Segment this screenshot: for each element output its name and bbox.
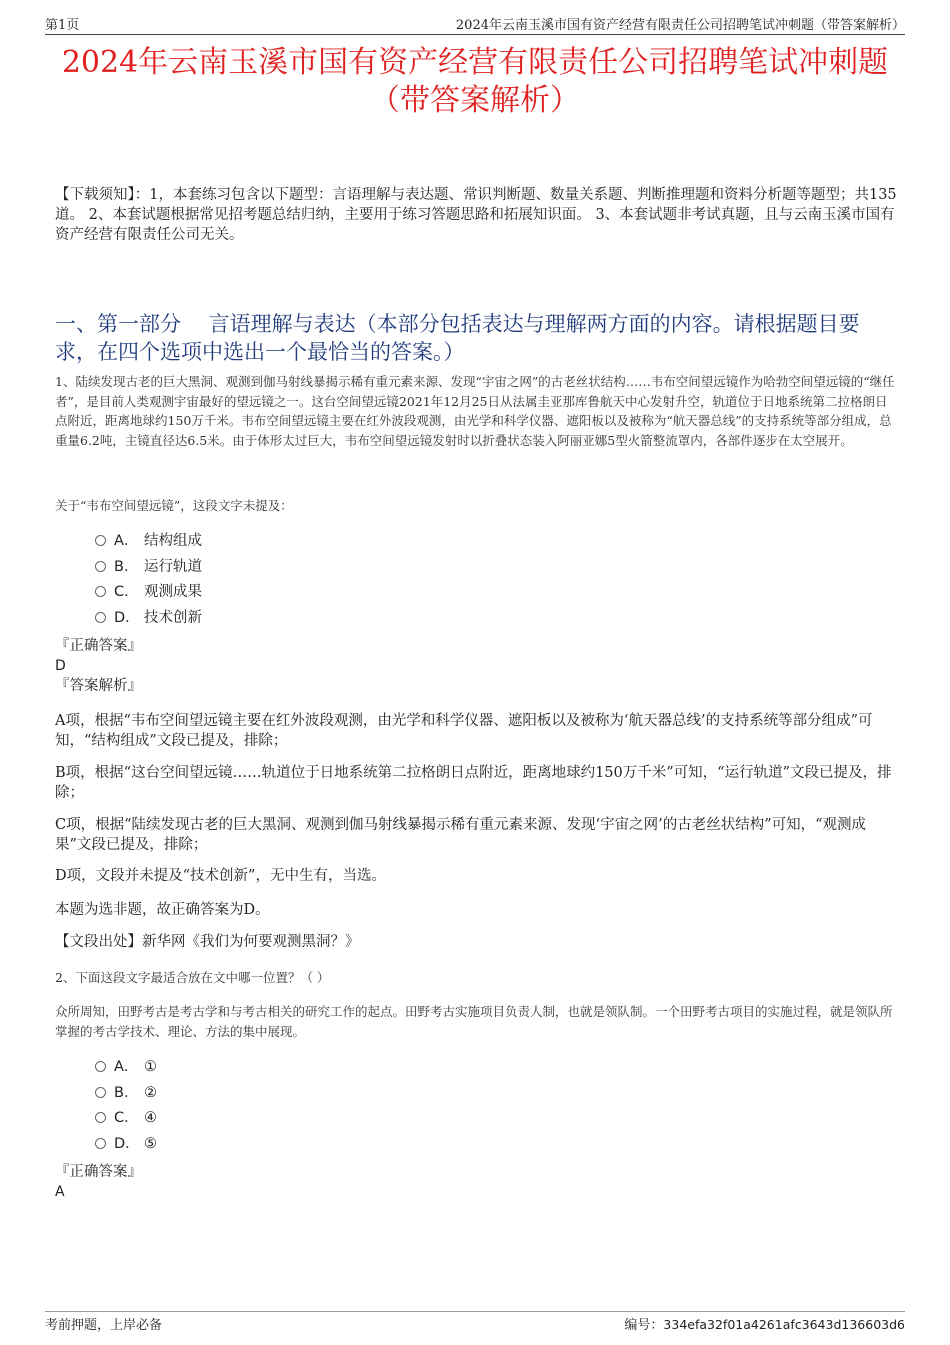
footer-slogan: 考前押题，上岸必备 bbox=[45, 1318, 163, 1333]
radio-icon[interactable] bbox=[95, 561, 106, 572]
q2-option-a[interactable]: A． ① bbox=[95, 1055, 157, 1081]
q2-options bbox=[95, 1055, 157, 1158]
footer-code-label: 编号： bbox=[624, 1318, 664, 1333]
title-line-1: 2024年云南玉溪市国有资产经营有限责任公司招聘笔试冲刺题 bbox=[61, 45, 889, 80]
analysis-conclusion: 本题为选非题，故正确答案为D。 bbox=[55, 902, 270, 918]
q2-passage: 众所周知，田野考古是考古学和与考古相关的研究工作的起点。田野考古实施项目负责人制，也就是领队制。一个田野考古项目的实施过程，就是领队所掌握的考古学技术、理论、方法的集中展现。 bbox=[55, 1004, 893, 1039]
q2-option-d[interactable]: D． ⑤ bbox=[95, 1132, 157, 1158]
q1-passage: 1、陆续发现古老的巨大黑洞、观测到伽马射线暴揭示稀有重元素来源、发现“宇宙之网”的古老丝状结构……韦布空间望远镜作为哈勃空间望远镜的“继任者”，是目前人类观测宇宙最好的望远镜之一。这台空间望远镜2021年12月25日从法属圭亚那库鲁航天中心发射升空，轨道位于日地系统第二拉格朗日点附近，距离地球约150万千米。韦布空间望远镜主要在红外波段观测，由光学和科学仪器、遮阳板以及被称为“航天器总线”的支持系统等部分组成，总重量6.2吨，主镜直径达6.5米。由于体形太过巨大，韦布空间望远镜发射时以折叠状态装入阿丽亚娜5型火箭整流罩内，各部件逐步在太空展开。 bbox=[55, 374, 895, 448]
answer-value: A bbox=[55, 1184, 65, 1200]
download-notice: 【下载须知】：1，本套练习包含以下题型：言语理解与表达题、常识判断题、数量关系题、判断推理题和资料分析题等题型；共135道。 2、本套试题根据常见招考题总结归纳，主要用于练习答题思路和拓展知识面。 3、本套试题非考试真题，且与云南玉溪市国有资产经营有限责任公司无关。 bbox=[55, 187, 897, 243]
analysis-label: 『答案解析』 bbox=[55, 678, 142, 694]
analysis-source: 【文段出处】新华网《我们为何要观测黑洞？》 bbox=[55, 934, 360, 950]
answer-label: 『正确答案』 bbox=[55, 1164, 142, 1180]
q2-option-b[interactable]: B． ② bbox=[95, 1081, 157, 1107]
radio-icon[interactable] bbox=[95, 586, 106, 597]
q1-option-a[interactable]: A． 结构组成 bbox=[95, 529, 202, 555]
page-number: 第1页 bbox=[45, 18, 80, 33]
radio-icon[interactable] bbox=[95, 1138, 106, 1149]
answer-value: D bbox=[55, 658, 66, 674]
analysis-c: C项，根据“陆续发现古老的巨大黑洞、观测到伽马射线暴揭示稀有重元素来源、发现‘宇宙之网’的古老丝状结构”可知，“观测成果”文段已提及，排除； bbox=[55, 817, 867, 853]
q1-option-b[interactable]: B． 运行轨道 bbox=[95, 555, 202, 581]
header-doc-title: 2024年云南玉溪市国有资产经营有限责任公司招聘笔试冲刺题（带答案解析） bbox=[455, 18, 905, 33]
radio-icon[interactable] bbox=[95, 612, 106, 623]
q1-option-c[interactable]: C． 观测成果 bbox=[95, 580, 202, 606]
footer-code bbox=[624, 1314, 905, 1333]
q2-option-c[interactable]: C． ④ bbox=[95, 1106, 157, 1132]
footer-divider bbox=[45, 1311, 905, 1312]
radio-icon[interactable] bbox=[95, 1061, 106, 1072]
analysis-a: A项，根据“韦布空间望远镜主要在红外波段观测，由光学和科学仪器、遮阳板以及被称为‘航天器总线’的支持系统等部分组成”可知，“结构组成”文段已提及，排除； bbox=[55, 713, 873, 749]
q1-options bbox=[95, 529, 202, 632]
q1-question: 关于“韦布空间望远镜”，这段文字未提及： bbox=[55, 498, 293, 513]
section-title: 一、第一部分 言语理解与表达（本部分包括表达与理解两方面的内容。请根据题目要求，在四个选项中选出一个最恰当的答案。） bbox=[55, 312, 860, 364]
answer-label: 『正确答案』 bbox=[55, 638, 142, 654]
q1-answer-block bbox=[55, 636, 900, 696]
page-header bbox=[45, 14, 905, 35]
radio-icon[interactable] bbox=[95, 535, 106, 546]
title-line-2: （带答案解析） bbox=[370, 83, 580, 118]
radio-icon[interactable] bbox=[95, 1112, 106, 1123]
analysis-b: B项，根据“这台空间望远镜……轨道位于日地系统第二拉格朗日点附近，距离地球约150万千米”可知，“运行轨道”文段已提及，排除； bbox=[55, 765, 892, 801]
radio-icon[interactable] bbox=[95, 1087, 106, 1098]
analysis-d: D项，文段并未提及“技术创新”，无中生有，当选。 bbox=[55, 868, 386, 884]
q1-option-d[interactable]: D． 技术创新 bbox=[95, 606, 202, 632]
q2-question: 2、下面这段文字最适合放在文中哪一位置？（ ） bbox=[55, 970, 330, 985]
q2-answer-block bbox=[55, 1162, 900, 1202]
footer-code-value: 334efa32f01a4261afc3643d136603d6 bbox=[663, 1317, 905, 1332]
document-title bbox=[45, 44, 905, 120]
